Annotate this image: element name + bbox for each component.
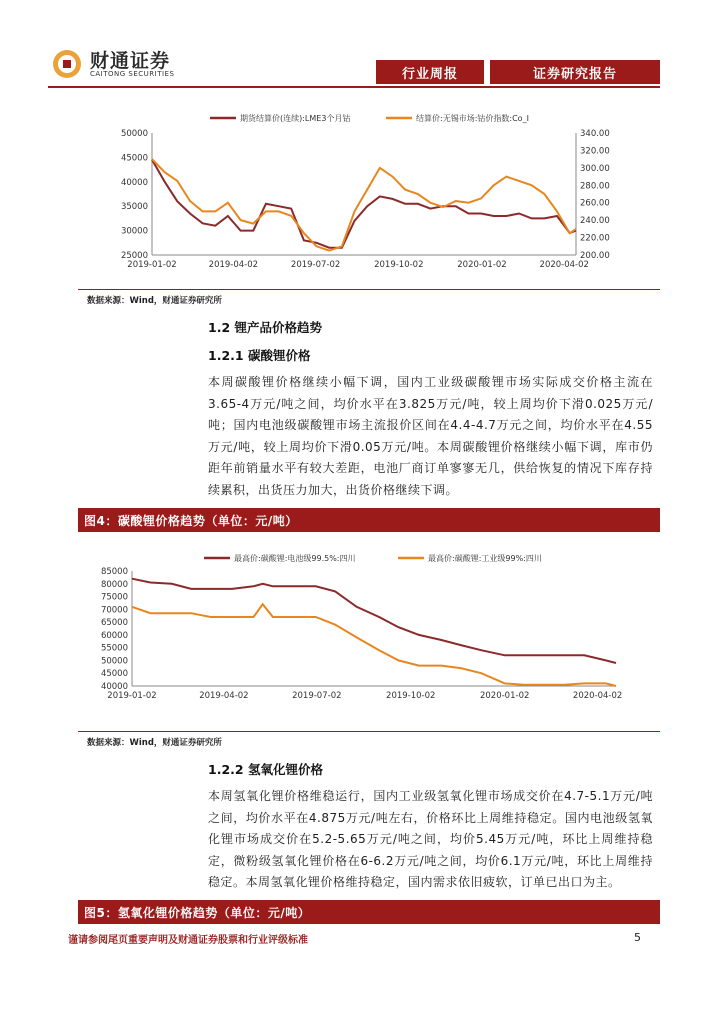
x-tick-label: 2020-04-02 — [539, 260, 589, 270]
x-tick-label: 2019-10-02 — [386, 691, 436, 701]
source-divider-1 — [78, 289, 660, 290]
y-tick-label: 60000 — [100, 630, 128, 641]
legend-label-a: 期货结算价(连续):LME3个月钴 — [240, 114, 351, 123]
section-heading-1-2: 1.2 锂产品价格趋势 — [208, 320, 322, 335]
source-divider-2 — [78, 731, 660, 732]
paragraph-lithium-hydroxide: 本周氢氧化锂价格维稳运行，国内工业级氢氧化锂市场成交价在4.7-5.1万元/吨之间，均价水平在4.875万元/吨左右，价格环比上周维持稳定。国内电池级氢氧化锂市场成交价在5.2-5.65万元/吨之间，均价5.45万元/吨，环比上周维持稳定，微粉级氢氧化锂价格在6-6.2万元/吨之间，均价6.1万元/吨，环比上周维持稳定。本周氢氧化锂价格维持稳定，国内需求依旧疲软，订单已出口为主。 — [208, 789, 653, 889]
legend-label-b: 结算价:无锡市场:钴价指数:Co_I — [416, 114, 529, 123]
legend-label-b: 最高价:碳酸锂:工业级99%:四川 — [428, 554, 542, 563]
y-tick-label: 55000 — [100, 643, 128, 654]
chart2-source: 数据来源：Wind，财通证券研究所 — [87, 738, 222, 748]
page-number: 5 — [634, 931, 641, 944]
figure4-title: 图4：碳酸锂价格趋势（单位：元/吨） — [78, 508, 660, 532]
logo-mark-icon — [50, 48, 84, 80]
series-line-battery-grade — [132, 579, 616, 663]
x-tick-label: 2019-04-02 — [199, 691, 249, 701]
logo — [50, 46, 190, 82]
chart-lithium-carbonate-price — [84, 546, 624, 708]
chart-cobalt-price — [100, 108, 610, 278]
y-tick-label-right: 200.00 — [580, 251, 610, 261]
y-tick-label: 65000 — [100, 618, 128, 629]
x-tick-label: 2020-01-02 — [457, 260, 507, 270]
report-category-tag: 证券研究报告 — [490, 60, 660, 84]
y-tick-label-right: 300.00 — [580, 163, 610, 174]
footer-disclaimer: 谨请参阅尾页重要声明及财通证券股票和行业评级标准 — [68, 935, 308, 946]
y-tick-label: 75000 — [100, 592, 128, 603]
x-tick-label: 2019-07-02 — [290, 260, 341, 270]
y-tick-label-right: 220.00 — [580, 233, 610, 244]
section-heading-1-2-2: 1.2.2 氢氧化锂价格 — [208, 762, 323, 777]
y-tick-label: 80000 — [100, 579, 128, 590]
y-tick-label: 40000 — [100, 682, 128, 692]
x-tick-label: 2019-07-02 — [292, 691, 342, 701]
y-tick-label-left: 25000 — [120, 251, 148, 261]
y-tick-label-right: 240.00 — [580, 216, 610, 227]
y-tick-label: 70000 — [100, 605, 128, 616]
paragraph-lithium-carbonate: 本周碳酸锂价格继续小幅下调，国内工业级碳酸锂市场实际成交价格主流在3.65-4万元/吨之间，均价水平在3.825万元/吨，较上周均价下滑0.025万元/吨；国内电池级碳酸锂市场主流报价区间在4.4-4.7万元之间，均价水平在4.55万元/吨，较上周均价下滑0.05万元/吨。本周碳酸锂价格继续小幅下调，库市仍距年前销量水平有较大差距，电池厂商订单寥寥无几，供给恢复的情况下库存持续累积，出货压力加大，出货价格继续下调。 — [208, 375, 653, 497]
logo-text-en: CAITONG SECURITIES — [90, 70, 175, 78]
logo-text-cn: 财通证券 — [90, 50, 171, 72]
series-line-industrial-grade — [132, 604, 616, 686]
chart1-source: 数据来源：Wind，财通证券研究所 — [87, 296, 222, 306]
y-tick-label-right: 320.00 — [580, 146, 610, 157]
y-tick-label: 45000 — [100, 669, 128, 680]
y-tick-label-right: 280.00 — [580, 181, 610, 192]
y-tick-label-left: 45000 — [120, 153, 148, 164]
y-tick-label-left: 30000 — [120, 226, 148, 237]
y-tick-label-right: 260.00 — [580, 198, 610, 209]
y-tick-label: 85000 — [100, 567, 128, 577]
x-tick-label: 2019-04-02 — [208, 260, 259, 270]
legend-label-a: 最高价:碳酸锂:电池级99.5%:四川 — [234, 554, 356, 563]
section-heading-1-2-1: 1.2.1 碳酸锂价格 — [208, 348, 311, 363]
y-tick-label-left: 35000 — [120, 202, 148, 213]
x-tick-label: 2020-01-02 — [479, 691, 530, 701]
header-divider — [48, 86, 660, 88]
series-line-wuxi-cobalt-index — [152, 159, 576, 251]
y-tick-label-right: 340.00 — [580, 129, 610, 139]
y-tick-label-left: 50000 — [120, 129, 148, 139]
x-tick-label: 2019-01-02 — [127, 260, 177, 270]
x-tick-label: 2019-10-02 — [374, 260, 424, 270]
report-type-tag: 行业周报 — [376, 60, 484, 84]
x-tick-label: 2019-01-02 — [107, 691, 157, 701]
y-tick-label: 50000 — [100, 656, 128, 667]
series-line-lme-cobalt — [152, 160, 576, 248]
figure5-title: 图5：氢氧化锂价格趋势（单位：元/吨） — [78, 900, 660, 924]
y-tick-label-left: 40000 — [120, 177, 148, 188]
x-tick-label: 2020-04-02 — [572, 691, 623, 701]
